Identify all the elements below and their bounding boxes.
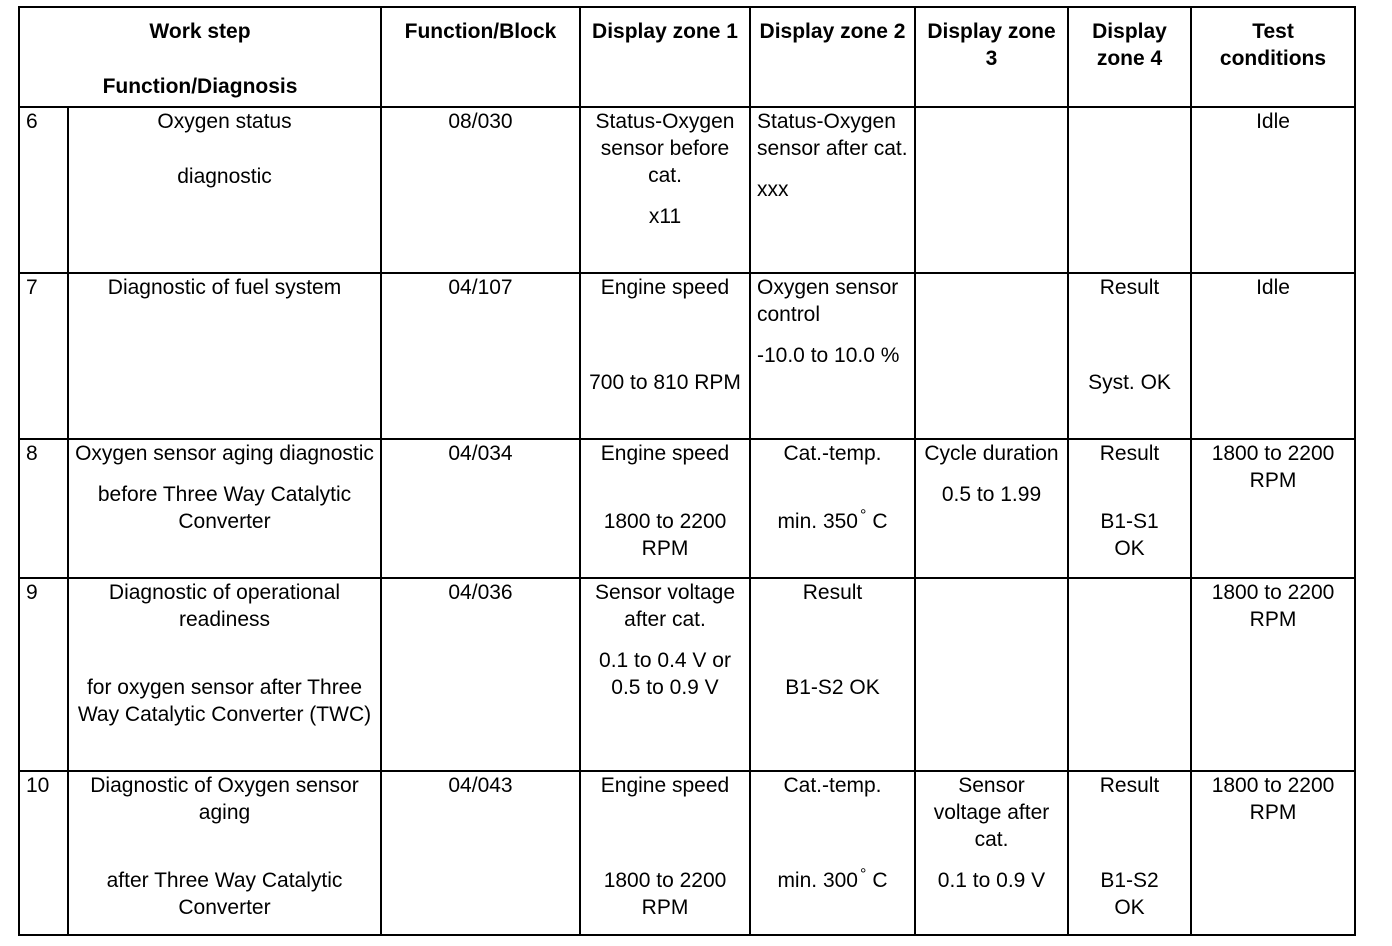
zone-value: B1-S2 OK (785, 676, 880, 699)
zone-label: Sensor voltage after cat. (594, 581, 736, 631)
test-conditions-cell: 1800 to 2200 RPM (1191, 771, 1355, 935)
display-zone-2-cell (750, 439, 915, 578)
display-zone-3-cell (915, 273, 1068, 439)
step-number: 6 (19, 107, 68, 273)
display-zone-2-cell (750, 578, 915, 771)
display-zone-1-cell (580, 578, 750, 771)
function-diagnosis-cell (68, 771, 381, 935)
zone-value: Syst. OK (1088, 371, 1171, 394)
zone-value: 1800 to 2200 RPM (603, 510, 727, 560)
zone-value: -10.0 to 10.0 % (757, 344, 900, 367)
function-diagnosis-cell (68, 439, 381, 578)
display-zone-1-cell (580, 107, 750, 273)
table-row (19, 273, 1355, 439)
step-number: 9 (19, 578, 68, 771)
header-function-block: Function/Block (381, 7, 580, 107)
zone-label: Oxygen sensor control (757, 276, 899, 326)
diagnosis-title: Diagnostic of operational readiness (108, 581, 341, 631)
display-zone-3-cell (915, 578, 1068, 771)
zone-label: Engine speed (600, 442, 730, 465)
display-zone-3-cell (915, 107, 1068, 273)
zone-value: B1-S1 OK (1100, 510, 1159, 560)
temp-unit: C (872, 510, 888, 533)
function-block-cell: 08/030 (381, 107, 580, 273)
table-row (19, 771, 1355, 935)
zone-value: 700 to 810 RPM (589, 371, 741, 394)
display-zone-1-cell (580, 439, 750, 578)
diagnosis-title: Oxygen status (157, 110, 292, 133)
zone-label: Engine speed (600, 774, 730, 797)
header-row (19, 7, 1355, 107)
degree-symbol: ° (859, 866, 867, 883)
display-zone-4-cell (1068, 439, 1191, 578)
display-zone-2-cell (750, 273, 915, 439)
zone-value: x11 (648, 205, 682, 228)
display-zone-2-cell (750, 771, 915, 935)
table-row (19, 578, 1355, 771)
function-block-cell: 04/043 (381, 771, 580, 935)
display-zone-1-cell (580, 273, 750, 439)
temp-unit: C (872, 869, 888, 892)
function-block-cell: 04/107 (381, 273, 580, 439)
diagnosis-title: Diagnostic of Oxygen sensor aging (90, 774, 359, 824)
display-zone-3-cell (915, 771, 1068, 935)
zone-label: Cat.-temp. (783, 774, 882, 797)
temp-value: min. 300 (777, 869, 858, 892)
display-zone-3-cell (915, 439, 1068, 578)
display-zone-4-cell (1068, 578, 1191, 771)
header-work-step-label: Work step (149, 20, 251, 43)
diagnosis-title: Diagnostic of fuel system (107, 276, 342, 299)
diagnostic-table (18, 6, 1356, 936)
zone-value (757, 508, 908, 537)
diagnosis-detail: before Three Way Catalytic Converter (97, 483, 352, 533)
zone-label: Cat.-temp. (783, 442, 882, 465)
zone-value: 0.5 to 1.99 (941, 483, 1042, 506)
degree-symbol: ° (859, 507, 867, 524)
header-display-zone-4: Display zone 4 (1068, 7, 1191, 107)
zone-label: Result (1099, 276, 1160, 299)
zone-value: 1800 to 2200 RPM (603, 869, 727, 919)
zone-label: Cycle duration (924, 442, 1059, 465)
header-display-zone-2: Display zone 2 (750, 7, 915, 107)
step-number: 10 (19, 771, 68, 935)
display-zone-4-cell (1068, 273, 1191, 439)
header-function-diagnosis-label: Function/Diagnosis (102, 75, 298, 98)
display-zone-4-cell (1068, 771, 1191, 935)
header-display-zone-3: Display zone 3 (915, 7, 1068, 107)
function-diagnosis-cell (68, 107, 381, 273)
test-conditions-cell: 1800 to 2200 RPM (1191, 439, 1355, 578)
diagnosis-detail: for oxygen sensor after Three Way Catalytic Converter (TWC) (77, 676, 372, 726)
header-work-step (19, 7, 381, 107)
zone-label: Result (802, 581, 863, 604)
function-block-cell: 04/034 (381, 439, 580, 578)
step-number: 7 (19, 273, 68, 439)
diagnosis-title: Oxygen sensor aging diagnostic (75, 442, 374, 465)
zone-label: Result (1099, 442, 1160, 465)
test-conditions-cell: Idle (1191, 107, 1355, 273)
display-zone-4-cell (1068, 107, 1191, 273)
zone-label: Status-Oxygen sensor after cat. (757, 110, 908, 160)
zone-value (757, 867, 908, 896)
zone-label: Result (1099, 774, 1160, 797)
table-row (19, 439, 1355, 578)
table-row (19, 107, 1355, 273)
header-test-conditions: Test conditions (1191, 7, 1355, 107)
zone-label: Sensor voltage after cat. (933, 774, 1050, 851)
function-diagnosis-cell (68, 578, 381, 771)
function-block-cell: 04/036 (381, 578, 580, 771)
zone-value: 0.1 to 0.9 V (937, 869, 1046, 892)
zone-value: B1-S2 OK (1100, 869, 1159, 919)
function-diagnosis-cell (68, 273, 381, 439)
temp-value: min. 350 (777, 510, 858, 533)
diagnosis-detail: diagnostic (177, 165, 272, 188)
zone-value: 0.1 to 0.4 V or 0.5 to 0.9 V (599, 649, 731, 699)
step-number: 8 (19, 439, 68, 578)
test-conditions-cell: Idle (1191, 273, 1355, 439)
display-zone-2-cell (750, 107, 915, 273)
test-conditions-cell: 1800 to 2200 RPM (1191, 578, 1355, 771)
zone-label: Engine speed (600, 276, 730, 299)
display-zone-1-cell (580, 771, 750, 935)
zone-label: Status-Oxygen sensor before cat. (595, 110, 735, 187)
zone-value: xxx (757, 178, 789, 201)
diagnosis-detail: after Three Way Catalytic Converter (106, 869, 343, 919)
header-display-zone-1: Display zone 1 (580, 7, 750, 107)
